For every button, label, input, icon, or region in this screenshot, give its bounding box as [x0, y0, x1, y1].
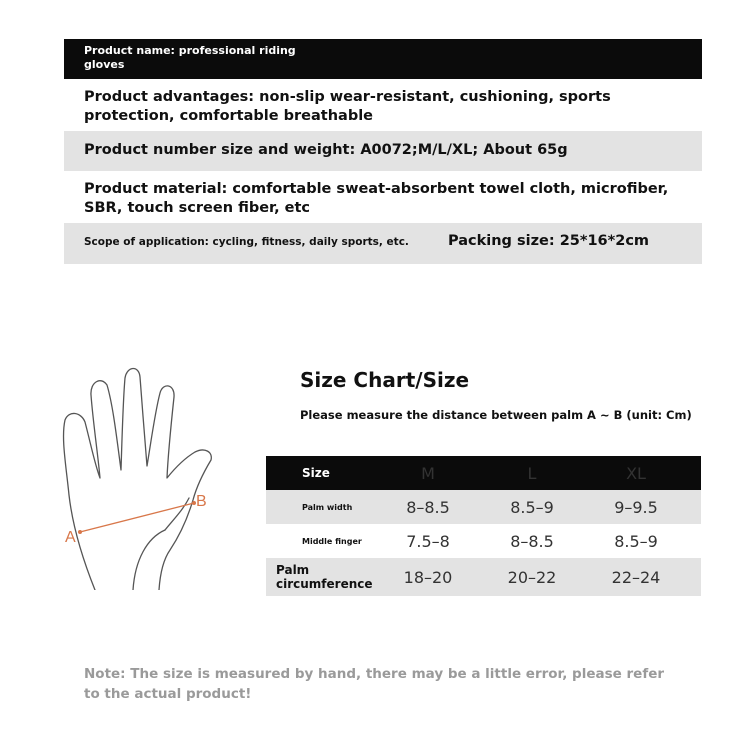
cell-value: 8.5–9 [614, 531, 658, 551]
cell-value: 8–8.5 [510, 531, 554, 551]
header-l: L [527, 463, 537, 483]
cell-value: 22–24 [611, 567, 661, 587]
size-chart-title: Size Chart/Size [300, 368, 470, 392]
material-text: Product material: comfortable sweat-absorbent towel cloth, microfiber, SBR, touch screen fiber, etc [84, 181, 669, 216]
hand-outline [64, 368, 212, 590]
material-row [64, 176, 702, 218]
cell-value: 7.5–8 [406, 531, 450, 551]
thumb-crease [165, 498, 189, 530]
packing-size-text: Packing size: 25*16*2cm [448, 233, 650, 249]
measurement-note: Note: The size is measured by hand, there may be a little error, please refer to the actual product! [84, 666, 665, 702]
measure-line-a-b [80, 503, 194, 532]
product-name-banner [64, 39, 702, 79]
point-b-label: B [196, 493, 207, 510]
table-row [266, 558, 701, 596]
table-header-row [266, 456, 701, 490]
number-size-weight-row [64, 131, 702, 171]
cell-value: 8.5–9 [510, 497, 554, 517]
point-a-label: A [65, 529, 76, 546]
number-size-weight-text: Product number size and weight: A0072;M/L/XL; About 65g [84, 142, 568, 158]
scope-packing-row [64, 223, 702, 264]
row-label-palm-circumference: Palm circumference [276, 563, 373, 591]
table-row [266, 524, 701, 558]
cell-value: 20–22 [507, 567, 557, 587]
header-m: M [421, 463, 435, 483]
header-xl: XL [626, 463, 646, 483]
cell-value: 18–20 [403, 567, 453, 587]
advantages-text: Product advantages: non-slip wear-resistant, cushioning, sports protection, comfortable breathable [84, 89, 611, 124]
table-row [266, 490, 701, 524]
size-chart-table [266, 456, 701, 596]
cell-value: 9–9.5 [614, 497, 658, 517]
product-name-text: Product name: professional riding gloves [84, 44, 296, 71]
hand-outline-diagram [55, 360, 255, 590]
size-chart-subtitle: Please measure the distance between palm A ~ B (unit: Cm) [300, 408, 692, 422]
header-size: Size [302, 466, 330, 480]
cell-value: 8–8.5 [406, 497, 450, 517]
point-a-marker [78, 530, 82, 534]
scope-text: Scope of application: cycling, fitness, daily sports, etc. [84, 236, 409, 248]
row-label-palm-width: Palm width [302, 502, 353, 512]
advantages-row [64, 84, 702, 126]
row-label-middle-finger: Middle finger [302, 536, 362, 546]
